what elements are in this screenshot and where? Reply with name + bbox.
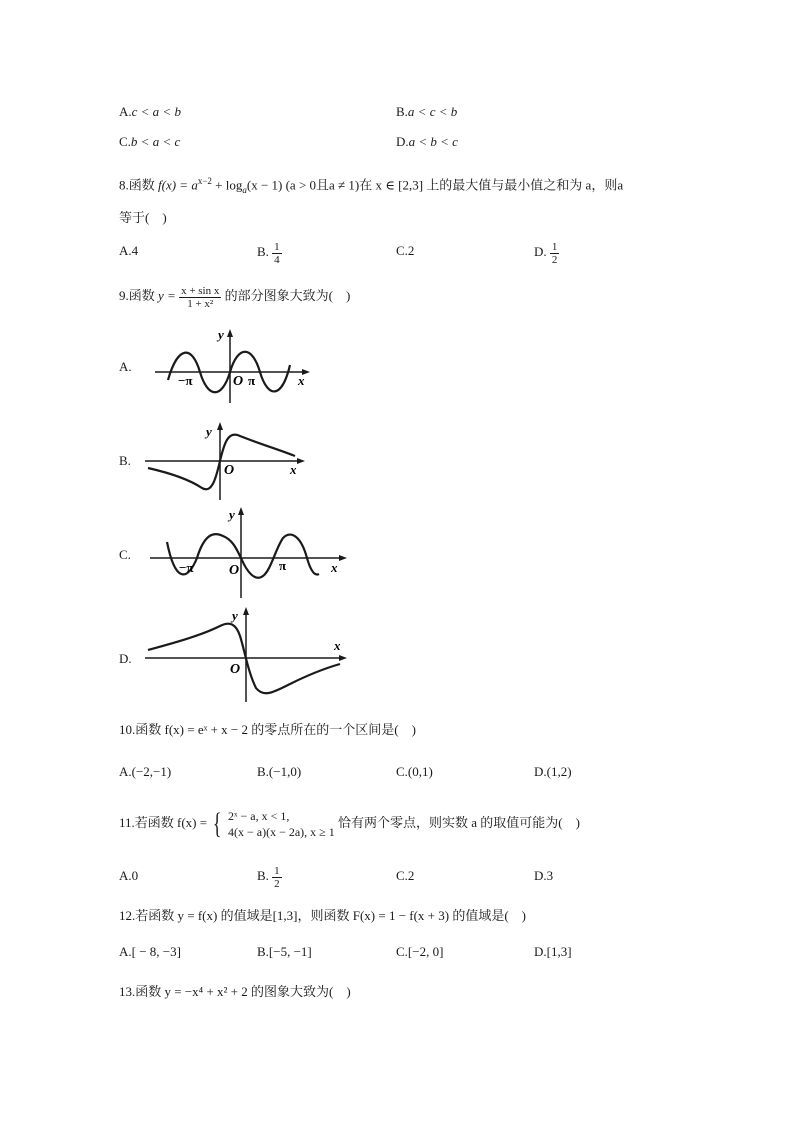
q7-option-d[interactable]: D.a < b < c [396,134,458,149]
q8-option-b[interactable]: B. $\frac{1}{4}$ [257,240,280,266]
origin-label: O [229,563,240,578]
pi-label: π [279,558,287,573]
y-label: y [206,424,212,439]
brace: { [213,807,222,841]
q9-graph-c[interactable] [145,502,355,602]
q11-option-a[interactable]: A.0 [119,868,139,883]
q12-option-d[interactable]: D.[1,3] [534,944,572,959]
q8-option-a[interactable]: A.4 [119,243,139,258]
y-arrow-icon [227,329,233,337]
q11-stem: 11.若函数 f(x) = { 2ˣ − a, x < 1, 4(x − a)(x − 2a), x ≥ 1 恰有两个零点，则实数 a 的取值可能为( ) [119,807,580,841]
fraction: $\frac{1}{2}$ [274,864,280,890]
x-label: x [334,638,341,653]
q10-option-b[interactable]: B.(−1,0) [257,764,302,779]
q7-option-c[interactable]: C.b < a < c [119,134,181,149]
q7-option-b[interactable]: B.a < c < b [396,104,458,119]
x-arrow-icon [339,655,347,661]
x-arrow-icon [339,555,347,561]
q12-stem: 12.若函数 y = f(x) 的值域是[1,3]，则函数 F(x) = 1 − f(x + 3) 的值域是( ) [119,908,527,923]
curve [148,435,295,490]
q11-option-c[interactable]: C.2 [396,868,415,883]
origin-label: O [224,463,235,478]
x-label: x [290,462,297,477]
q12-option-b[interactable]: B.[−5, −1] [257,944,312,959]
fraction: $\frac{\text{x + sin x}}{\text{1 + x²}}$ [181,284,220,310]
y-arrow-icon [238,507,244,515]
neg-pi-label: −π [178,373,193,388]
fraction: $\frac{1}{2}$ [551,240,558,266]
q9-graph-d[interactable] [140,602,355,707]
q9-option-d-letter[interactable]: D. [119,651,132,666]
q9-stem: 9.函数 y = $\frac{\text{x + sin x}}{\text{1 + x²}}$ 的部分图象大致为( ) [119,284,351,310]
y-label: y [229,507,235,522]
q8-option-d[interactable]: D. $\frac{1}{2}$ [534,240,558,266]
y-arrow-icon [217,422,223,430]
q9-option-c-letter[interactable]: C. [119,547,131,562]
x-arrow-icon [297,458,305,464]
origin-label: O [230,662,241,677]
q8-stem: 8.函数 $f(x) = a^{x-2} + \log_a(x - 1) (a > 0$且a ≠ 1)在 x ∈ [2,3] 上的最大值与最小值之和为 a，则a [119,176,624,195]
q10-option-d[interactable]: D.(1,2) [534,764,572,779]
q8-stem-line2: 等于( ) [119,210,167,225]
q11-option-b[interactable]: B. $\frac{1}{2}$ [257,864,280,890]
q10-option-c[interactable]: C.(0,1) [396,764,433,779]
y-label: y [232,608,238,623]
y-label: y [218,327,224,342]
q10-stem: 10.函数 f(x) = eˣ + x − 2 的零点所在的一个区间是( ) [119,722,416,737]
q9-graph-a[interactable] [150,325,320,410]
origin-label: O [233,374,244,389]
q9-option-b-letter[interactable]: B. [119,453,131,468]
q9-graph-b[interactable] [140,418,315,503]
piecewise: 2ˣ − a, x < 1, 4(x − a)(x − 2a), x ≥ 1 [228,809,335,840]
q9-option-a-letter[interactable]: A. [119,359,132,374]
q10-option-a[interactable]: A.(−2,−1) [119,764,172,779]
neg-pi-label: −π [179,560,194,575]
q11-option-d[interactable]: D.3 [534,868,554,883]
x-label: x [331,560,338,575]
x-label: x [298,373,305,388]
pi-label: π [248,373,256,388]
q12-option-a[interactable]: A.[ − 8, −3] [119,944,181,959]
q13-stem: 13.函数 y = −x⁴ + x² + 2 的图象大致为( ) [119,984,351,999]
y-arrow-icon [243,607,249,615]
q7-option-a[interactable]: A.c < a < b [119,104,181,119]
q12-option-c[interactable]: C.[−2, 0] [396,944,444,959]
fraction: $\frac{1}{4}$ [274,240,280,266]
q8-option-c[interactable]: C.2 [396,243,415,258]
